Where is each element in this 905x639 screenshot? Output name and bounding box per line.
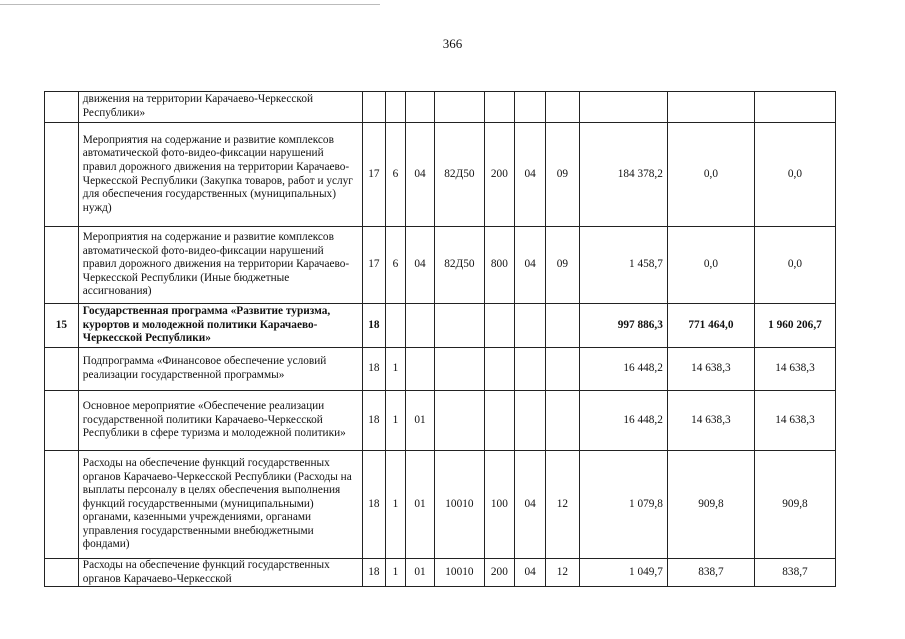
code-1-cell: 17	[362, 123, 386, 227]
code-6-cell	[515, 304, 546, 348]
code-1-cell: 18	[362, 348, 386, 391]
code-2-cell: 6	[386, 227, 405, 304]
value-2-cell: 771 464,0	[667, 304, 754, 348]
code-7-cell	[545, 92, 579, 123]
code-3-cell	[405, 348, 435, 391]
page-number: 366	[442, 36, 463, 51]
value-3-cell: 909,8	[754, 451, 835, 559]
code-1-cell: 18	[362, 304, 386, 348]
value-1-cell: 1 458,7	[579, 227, 667, 304]
code-1-cell	[362, 92, 386, 123]
code-7-cell: 12	[545, 559, 579, 587]
value-2-cell	[667, 92, 754, 123]
code-2-cell: 1	[386, 391, 405, 451]
code-6-cell: 04	[515, 559, 546, 587]
table-row	[45, 391, 836, 451]
table-row	[45, 348, 836, 391]
table-row	[45, 304, 836, 348]
code-3-cell: 04	[405, 123, 435, 227]
code-5-cell: 800	[484, 227, 515, 304]
code-6-cell: 04	[515, 123, 546, 227]
name-cell: Государственная программа «Развитие туризма, курортов и молодежной политики Карачаево-Черкесской Республики»	[78, 304, 362, 348]
name-cell: Расходы на обеспечение функций государственных органов Карачаево-Черкесской Республики (Расходы на выплаты персоналу в целях обеспечения выполнения функций государственными (муниципальными) органами, казенными учреждениями, органами управления государственными внебюджетными фондами)	[78, 451, 362, 559]
value-1-cell	[579, 92, 667, 123]
code-2-cell: 1	[386, 348, 405, 391]
code-1-cell: 18	[362, 451, 386, 559]
code-4-cell	[435, 391, 484, 451]
code-1-cell: 18	[362, 391, 386, 451]
value-1-cell: 16 448,2	[579, 348, 667, 391]
code-7-cell	[545, 304, 579, 348]
budget-table	[44, 91, 836, 587]
code-4-cell: 82Д50	[435, 123, 484, 227]
name-cell: Расходы на обеспечение функций государственных органов Карачаево-Черкесской	[78, 559, 362, 587]
code-2-cell	[386, 304, 405, 348]
number-cell	[45, 92, 79, 123]
number-cell	[45, 348, 79, 391]
code-6-cell: 04	[515, 227, 546, 304]
code-4-cell: 10010	[435, 451, 484, 559]
code-7-cell: 09	[545, 123, 579, 227]
code-6-cell	[515, 391, 546, 451]
value-1-cell: 1 049,7	[579, 559, 667, 587]
value-3-cell: 838,7	[754, 559, 835, 587]
number-cell	[45, 123, 79, 227]
code-5-cell: 200	[484, 123, 515, 227]
value-3-cell: 14 638,3	[754, 348, 835, 391]
number-cell	[45, 391, 79, 451]
table-row	[45, 92, 836, 123]
scan-top-line	[0, 4, 380, 5]
code-3-cell	[405, 92, 435, 123]
code-1-cell: 18	[362, 559, 386, 587]
code-7-cell: 12	[545, 451, 579, 559]
code-2-cell: 1	[386, 451, 405, 559]
code-6-cell	[515, 348, 546, 391]
code-5-cell: 200	[484, 559, 515, 587]
value-1-cell: 997 886,3	[579, 304, 667, 348]
number-cell	[45, 559, 79, 587]
name-cell: Мероприятия на содержание и развитие комплексов автоматической фото-видео-фиксации нарушений правил дорожного движения на территории Карачаево-Черкесской Республики (Закупка товаров, работ и услуг для обеспечения государственных (муниципальных) нужд)	[78, 123, 362, 227]
code-3-cell: 04	[405, 227, 435, 304]
code-5-cell: 100	[484, 451, 515, 559]
code-1-cell: 17	[362, 227, 386, 304]
code-5-cell	[484, 92, 515, 123]
table-row	[45, 123, 836, 227]
code-7-cell	[545, 348, 579, 391]
code-4-cell	[435, 304, 484, 348]
code-2-cell	[386, 92, 405, 123]
value-2-cell: 838,7	[667, 559, 754, 587]
value-3-cell: 0,0	[754, 227, 835, 304]
value-1-cell: 1 079,8	[579, 451, 667, 559]
value-2-cell: 14 638,3	[667, 391, 754, 451]
table-body	[45, 92, 836, 587]
number-cell	[45, 227, 79, 304]
value-1-cell: 184 378,2	[579, 123, 667, 227]
code-3-cell: 01	[405, 391, 435, 451]
code-3-cell: 01	[405, 559, 435, 587]
value-3-cell: 0,0	[754, 123, 835, 227]
value-3-cell	[754, 92, 835, 123]
code-4-cell: 82Д50	[435, 227, 484, 304]
code-4-cell	[435, 348, 484, 391]
code-2-cell: 1	[386, 559, 405, 587]
number-cell: 15	[45, 304, 79, 348]
value-3-cell: 1 960 206,7	[754, 304, 835, 348]
code-5-cell	[484, 391, 515, 451]
code-2-cell: 6	[386, 123, 405, 227]
number-cell	[45, 451, 79, 559]
code-5-cell	[484, 348, 515, 391]
name-cell: Основное мероприятие «Обеспечение реализации государственной политики Карачаево-Черкесской Республики в сфере туризма и молодежной политики»	[78, 391, 362, 451]
code-4-cell	[435, 92, 484, 123]
value-1-cell: 16 448,2	[579, 391, 667, 451]
code-7-cell: 09	[545, 227, 579, 304]
code-7-cell	[545, 391, 579, 451]
value-2-cell: 909,8	[667, 451, 754, 559]
value-2-cell: 0,0	[667, 123, 754, 227]
table-row	[45, 559, 836, 587]
name-cell: движения на территории Карачаево-Черкесской Республики»	[78, 92, 362, 123]
code-5-cell	[484, 304, 515, 348]
code-6-cell: 04	[515, 451, 546, 559]
code-4-cell: 10010	[435, 559, 484, 587]
table-row	[45, 227, 836, 304]
code-3-cell: 01	[405, 451, 435, 559]
value-3-cell: 14 638,3	[754, 391, 835, 451]
code-6-cell	[515, 92, 546, 123]
value-2-cell: 14 638,3	[667, 348, 754, 391]
code-3-cell	[405, 304, 435, 348]
name-cell: Мероприятия на содержание и развитие комплексов автоматической фото-видео-фиксации нарушений правил дорожного движения на территории Карачаево-Черкесской Республики (Иные бюджетные ассигнования)	[78, 227, 362, 304]
name-cell: Подпрограмма «Финансовое обеспечение условий реализации государственной программы»	[78, 348, 362, 391]
table-row	[45, 451, 836, 559]
value-2-cell: 0,0	[667, 227, 754, 304]
